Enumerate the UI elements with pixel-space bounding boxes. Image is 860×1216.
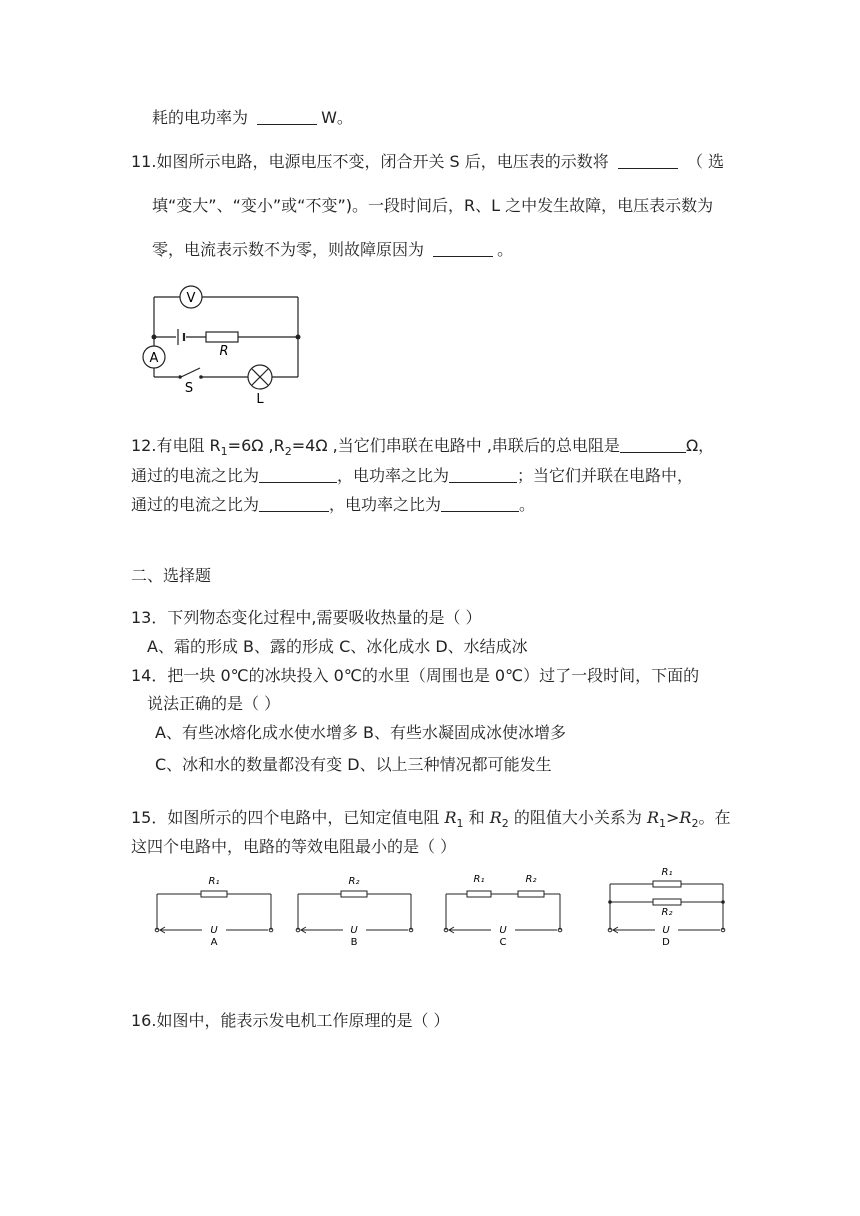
q12-blank-series-current[interactable] (259, 466, 337, 483)
q14-options-2: C、冰和水的数量都没有变 D、以上三种情况都可能发生 (155, 755, 552, 774)
q15-line2: 这四个电路中，电路的等效电阻最小的是（ ） (131, 837, 457, 856)
q11-stem-1-end: （ 选 (686, 152, 725, 171)
q12-blank-parallel-current[interactable] (259, 495, 329, 512)
q15-r1: R (444, 808, 457, 827)
q15-rel-b-sub: 2 (691, 817, 699, 830)
q12-text-1a: 12.有电阻 R (131, 436, 221, 455)
q11-answer-blank-2[interactable] (433, 240, 493, 257)
q12-text-2b: ，电功率之比为 (337, 466, 450, 485)
q15-rel-a: R (646, 808, 660, 827)
q14-stem-1: 14．把一块 0℃的冰块投入 0℃的水里（周围也是 0℃）过了一段时间，下面的 (131, 666, 700, 685)
section-heading-choice: 二、选择题 (131, 566, 212, 585)
resistor-label: R (219, 344, 229, 359)
q10-tail (152, 107, 353, 129)
circuit-c-voltage-label: U (499, 925, 507, 936)
q15-text-1d: 。在 (698, 808, 731, 827)
voltmeter-label: V (186, 291, 196, 306)
q10-text: 耗的电功率为 (152, 108, 249, 127)
q15-rel-a-sub: 1 (659, 817, 667, 830)
q11-line2 (152, 195, 713, 217)
q13-options: A、霜的形成 B、露的形成 C、冰化成水 D、水结成冰 (147, 637, 528, 656)
q12-line2 (131, 465, 693, 487)
switch-label: S (184, 381, 194, 396)
q15-rel-op: > (666, 808, 680, 827)
q12-text-3c: 。 (519, 495, 536, 514)
q12-line1 (131, 435, 714, 463)
q11-stem-3-end: 。 (497, 240, 514, 259)
q11-stem-2: 填“变大”、“变小”或“不变”)。一段时间后，R、L 之中发生故障，电压表示数为 (152, 196, 714, 215)
q15-text-1a: 15．如图所示的四个电路中，已知定值电阻 (131, 808, 440, 827)
q11-line3 (152, 239, 513, 261)
q11-answer-blank-1[interactable] (618, 152, 678, 169)
circuit-c-r2-label: R₂ (525, 874, 537, 885)
q12-blank-series-power[interactable] (449, 466, 517, 483)
circuit-d-r2-label: R₂ (661, 907, 673, 918)
q11-circuit-diagram (140, 282, 310, 408)
q15-text-1b: 和 (468, 808, 485, 827)
q12-text-1b: =6Ω ,R (227, 436, 285, 455)
circuit-d-letter: D (662, 937, 670, 948)
q12-sub-1: 1 (220, 445, 228, 458)
q12-text-3b: ，电功率之比为 (329, 495, 442, 514)
circuit-b-letter: B (350, 937, 358, 948)
q13-stem: 13．下列物态变化过程中,需要吸收热量的是（ ） (131, 608, 482, 627)
q15-circuits (150, 862, 740, 954)
circuit-a-resistor-label: R₁ (208, 876, 220, 887)
q15-r2: R (489, 808, 502, 827)
circuit-d-voltage-label: U (662, 925, 670, 936)
q12-text-2a: 通过的电流之比为 (131, 466, 260, 485)
q15-r2-sub: 2 (501, 817, 509, 830)
q16-stem: 16.如图中，能表示发电机工作原理的是（ ） (131, 1011, 450, 1030)
q15-r1-sub: 1 (456, 817, 464, 830)
q14-options-1: A、有些冰熔化成水使水增多 B、有些水凝固成冰使冰增多 (155, 723, 567, 742)
q12-text-1c: =4Ω ,当它们串联在电路中 ,串联后的总电阻是 (291, 436, 620, 455)
circuit-d-r1-label: R₁ (661, 867, 673, 878)
circuit-c-letter: C (499, 937, 507, 948)
q12-sub-2: 2 (284, 445, 292, 458)
q15-text-1c: 的阻值大小关系为 (513, 808, 642, 827)
q10-unit: W。 (321, 108, 353, 127)
lamp-label: L (256, 392, 264, 407)
circuit-b-resistor-label: R₂ (348, 876, 360, 887)
q15-rel-b: R (679, 808, 692, 827)
circuit-b-voltage-label: U (350, 925, 358, 936)
q12-blank-parallel-power[interactable] (441, 495, 519, 512)
q11-stem-3: 零，电流表示数不为零，则故障原因为 (152, 240, 425, 259)
ammeter-label: A (149, 351, 159, 366)
q14-stem-2: 说法正确的是（ ） (147, 694, 281, 713)
q12-blank-total-resistance[interactable] (620, 436, 686, 453)
q12-text-2c: ；当它们并联在电路中， (517, 466, 694, 485)
q15-line1 (131, 807, 730, 835)
q11-stem-1: 11.如图所示电路，电源电压不变，闭合开关 S 后，电压表的示数将 (131, 152, 609, 171)
circuit-a-voltage-label: U (210, 925, 218, 936)
q11-line1 (131, 151, 724, 173)
circuit-a-letter: A (210, 937, 218, 948)
q10-answer-blank[interactable] (257, 108, 317, 125)
q12-text-1d: Ω， (685, 436, 715, 455)
circuit-c-r1-label: R₁ (473, 874, 485, 885)
q12-text-3a: 通过的电流之比为 (131, 495, 260, 514)
q12-line3 (131, 494, 535, 516)
